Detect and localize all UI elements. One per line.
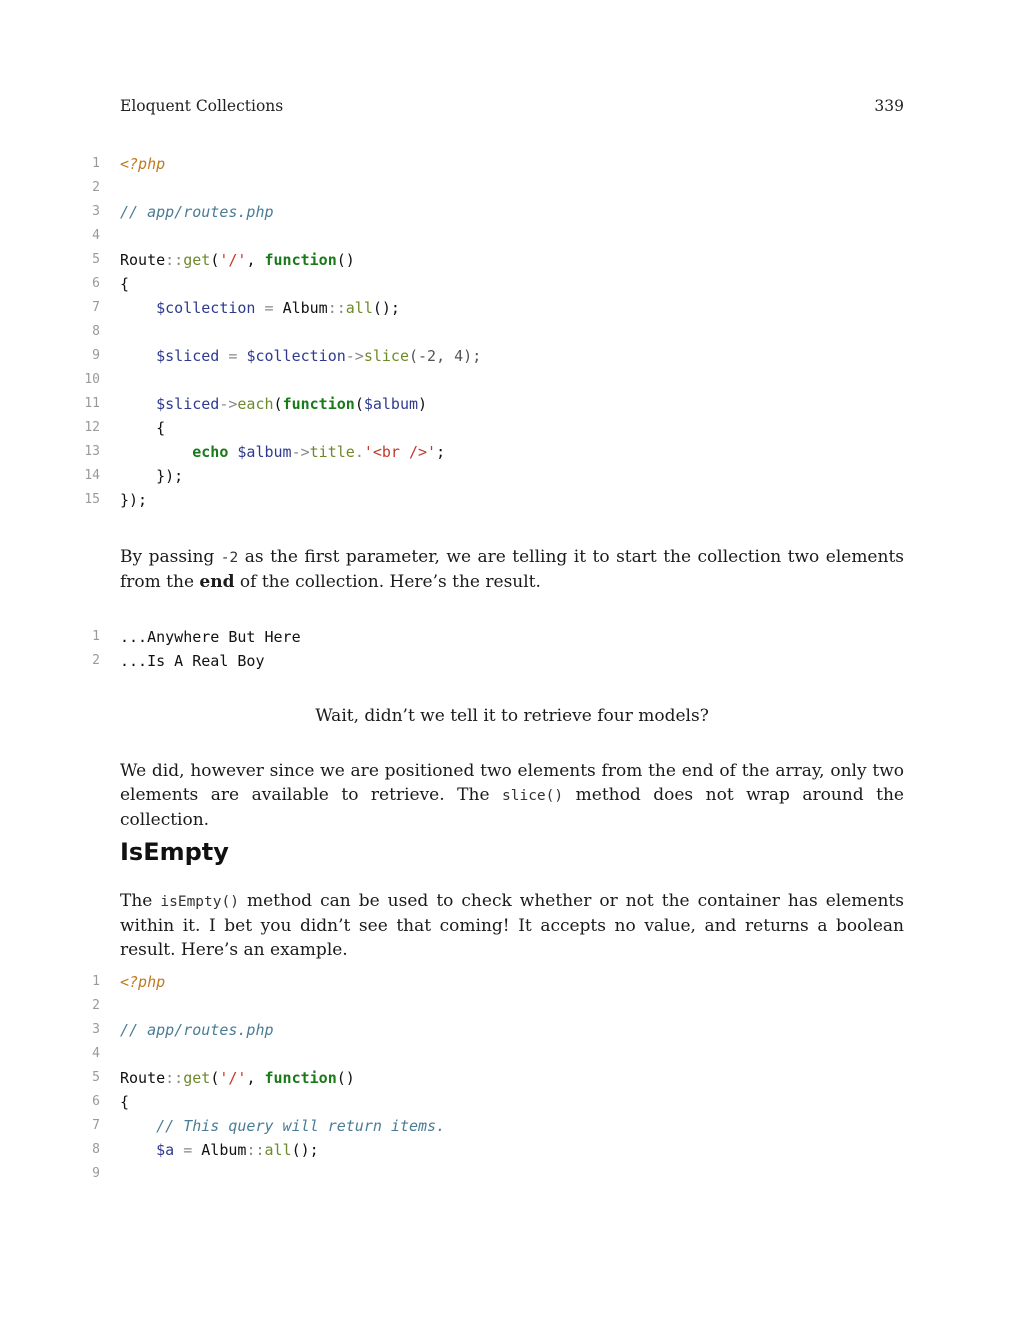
line-number: 2 (92, 998, 100, 1013)
code-token: ( (210, 251, 220, 269)
line-number: 1 (92, 974, 100, 989)
output-line (0, 625, 1024, 649)
code-token: { (156, 419, 166, 437)
line-number: 9 (92, 1166, 100, 1181)
code-token: function (264, 1069, 337, 1087)
php-open-tag: <?php (120, 973, 166, 991)
code-token: '/' (219, 1069, 247, 1087)
code-token: Route (120, 251, 166, 269)
code-token: $sliced (156, 395, 220, 413)
code-line (0, 392, 1024, 416)
code-comment: // app/routes.php (120, 1021, 274, 1039)
code-token: '<br />' (363, 443, 437, 461)
code-token: all (345, 299, 373, 317)
code-token: echo (192, 443, 229, 461)
code-comment: // This query will return items. (156, 1117, 446, 1135)
line-number: 9 (92, 348, 100, 363)
code-line (0, 200, 1024, 224)
code-line (0, 296, 1024, 320)
line-number: 6 (92, 1094, 100, 1109)
line-number: 7 (92, 300, 100, 315)
output-line (0, 649, 1024, 673)
code-token: { (120, 1093, 130, 1111)
code-line (0, 248, 1024, 272)
line-number: 12 (84, 420, 100, 435)
code-line (0, 440, 1024, 464)
code-line (0, 488, 1024, 512)
code-token: slice (363, 347, 409, 365)
line-number: 10 (84, 372, 100, 387)
line-number: 5 (92, 252, 100, 267)
code-token: Route (120, 1069, 166, 1087)
line-number: 3 (92, 1022, 100, 1037)
line-number: 2 (92, 653, 100, 668)
inline-code: -2 (220, 550, 239, 566)
code-token: ( (273, 395, 283, 413)
line-number: 11 (84, 396, 100, 411)
code-token: = (255, 299, 283, 317)
code-line (0, 152, 1024, 176)
code-token: $collection (246, 347, 346, 365)
code-token: { (120, 275, 130, 293)
code-line (0, 1090, 1024, 1114)
code-token: ( (210, 1069, 220, 1087)
line-number: 1 (92, 629, 100, 644)
paragraph-slice-explanation: By passing -2 as the first parameter, we are telling it to start the collection two elements from the end of the collection. Here’s the result. (120, 547, 904, 592)
section-heading: IsEmpty (120, 838, 229, 866)
chapter-title: Eloquent Collections (120, 97, 284, 115)
code-token: (); (372, 299, 400, 317)
line-number: 8 (92, 1142, 100, 1157)
code-token: (); (291, 1141, 319, 1159)
page-number: 339 (874, 97, 904, 115)
code-token: = (219, 347, 247, 365)
line-number: 1 (92, 156, 100, 171)
code-line (0, 994, 1024, 1018)
aside-question: Wait, didn’t we tell it to retrieve four models? (315, 706, 709, 726)
code-token: $album (363, 395, 419, 413)
code-token: :: (246, 1141, 265, 1159)
code-token: . (354, 443, 364, 461)
code-token: $sliced (156, 347, 220, 365)
code-token: ; (436, 443, 446, 461)
code-token: = (174, 1141, 202, 1159)
line-number: 6 (92, 276, 100, 291)
code-line (0, 1162, 1024, 1186)
line-number: 4 (92, 228, 100, 243)
code-line (0, 464, 1024, 488)
code-line (0, 1138, 1024, 1162)
code-token: , (246, 251, 265, 269)
inline-code: slice() (502, 788, 564, 804)
line-number: 5 (92, 1070, 100, 1085)
code-token: $collection (156, 299, 256, 317)
code-token: all (264, 1141, 292, 1159)
code-line (0, 1114, 1024, 1138)
code-line (0, 368, 1024, 392)
code-token: Album (201, 1141, 247, 1159)
output-text: ...Anywhere But Here (120, 628, 301, 646)
code-line (0, 416, 1024, 440)
line-number: 7 (92, 1118, 100, 1133)
code-line (0, 1042, 1024, 1066)
code-token: get (183, 1069, 211, 1087)
code-token: ( (354, 395, 364, 413)
code-token: get (183, 251, 211, 269)
code-line (0, 224, 1024, 248)
line-number: 3 (92, 204, 100, 219)
code-token: }); (156, 467, 184, 485)
code-token: $a (156, 1141, 175, 1159)
code-line (0, 320, 1024, 344)
code-token: (-2, 4); (409, 347, 482, 365)
code-token: -> (345, 347, 364, 365)
bold-text: end (199, 572, 235, 592)
output-text: ...Is A Real Boy (120, 652, 265, 670)
code-token: () (336, 251, 355, 269)
code-token: '/' (219, 251, 247, 269)
code-line (0, 970, 1024, 994)
line-number: 2 (92, 180, 100, 195)
code-line (0, 344, 1024, 368)
paragraph-isempty: The isEmpty() method can be used to check whether or not the container has elements within it. I bet you didn’t see that coming! It accepts no value, and returns a boolean result. Here’s an example. (120, 891, 904, 960)
code-token: :: (165, 251, 184, 269)
code-token: :: (165, 1069, 184, 1087)
code-token: function (264, 251, 337, 269)
code-line (0, 1018, 1024, 1042)
php-open-tag: <?php (120, 155, 166, 173)
code-token: () (336, 1069, 355, 1087)
line-number: 13 (84, 444, 100, 459)
code-token: ) (418, 395, 428, 413)
code-token: function (282, 395, 355, 413)
code-line (0, 272, 1024, 296)
code-token: $album (237, 443, 292, 461)
paragraph-slice-note: We did, however since we are positioned two elements from the end of the array, only two elements are available to retrieve. The slice() method does not wrap around the collection. (120, 761, 904, 830)
code-token: }); (120, 491, 148, 509)
code-token: title (309, 443, 355, 461)
code-token: Album (282, 299, 328, 317)
code-token: , (246, 1069, 265, 1087)
code-token: :: (327, 299, 346, 317)
line-number: 15 (84, 492, 100, 507)
line-number: 8 (92, 324, 100, 339)
code-token: -> (291, 443, 310, 461)
line-number: 4 (92, 1046, 100, 1061)
line-number: 14 (84, 468, 100, 483)
code-line (0, 176, 1024, 200)
code-token: -> (219, 395, 238, 413)
inline-code: isEmpty() (160, 894, 239, 910)
code-comment: // app/routes.php (120, 203, 274, 221)
code-line (0, 1066, 1024, 1090)
code-token: each (237, 395, 274, 413)
